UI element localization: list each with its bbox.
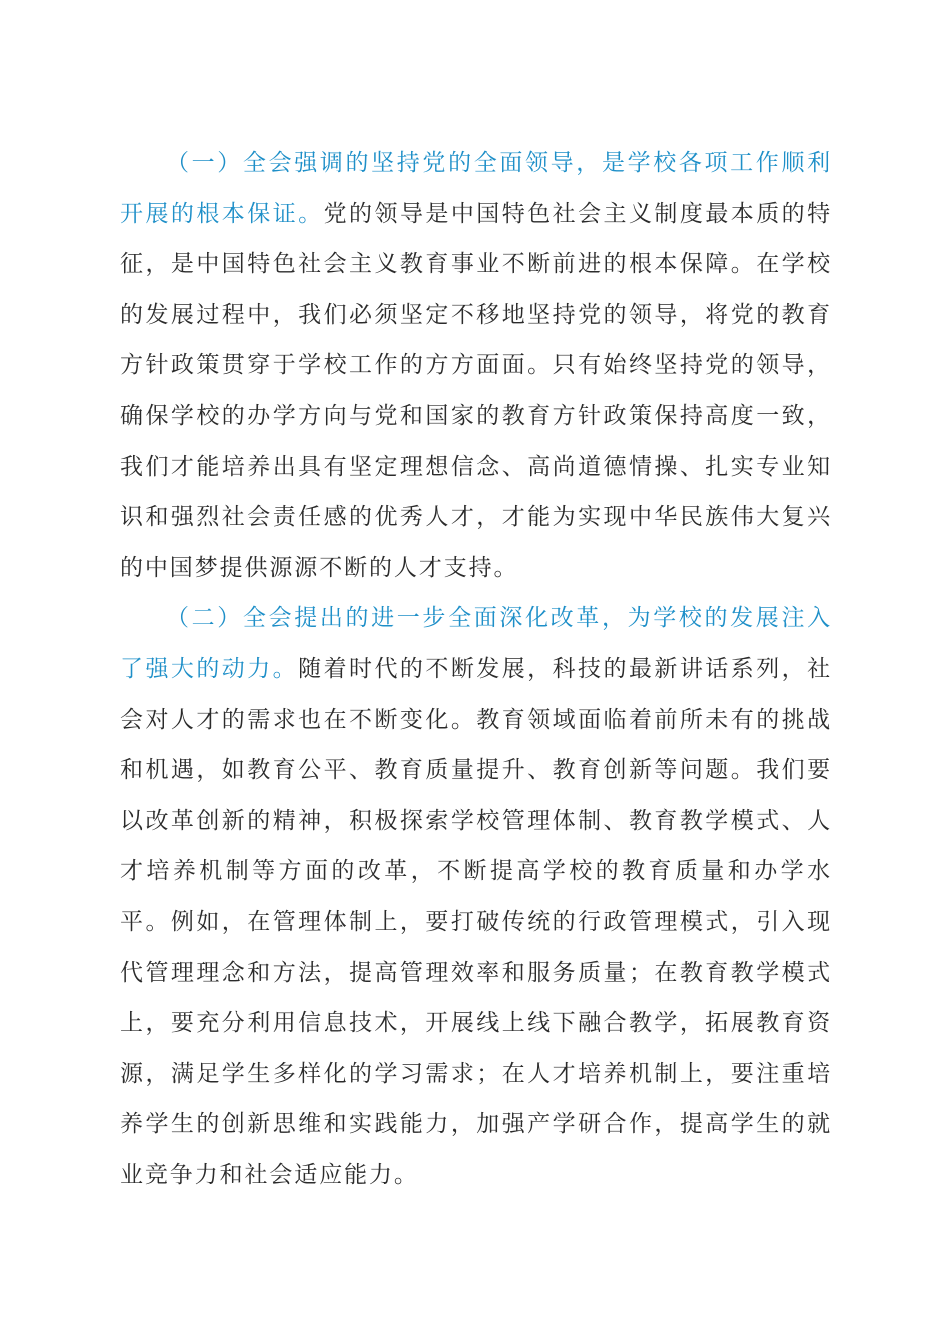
paragraph-2-heading: （二）全会提出的进一步全面深化改革，为学校的发展注入了强大的动力。	[120, 605, 832, 682]
paragraph-1-body: 党的领导是中国特色社会主义制度最本质的特征，是中国特色社会主义教育事业不断前进的根本保障。在学校的发展过程中，我们必须坚定不移地坚持党的领导，将党的教育方针政策贯穿于学校工作的方方面面。只有始终坚持党的领导，确保学校的办学方向与党和国家的教育方针政策保持高度一致，我们才能培养出具有坚定理想信念、高尚道德情操、扎实专业知识和强烈社会责任感的优秀人才，才能为实现中华民族伟大复兴的中国梦提供源源不断的人才支持。	[120, 200, 833, 581]
paragraph-1	[120, 138, 832, 593]
paragraph-2	[120, 593, 832, 1200]
paragraph-2-body: 随着时代的不断发展，科技的最新讲话系列，社会对人才的需求也在不断变化。教育领域面临着前所未有的挑战和机遇，如教育公平、教育质量提升、教育创新等问题。我们要以改革创新的精神，积极探索学校管理体制、教育教学模式、人才培养机制等方面的改革，不断提高学校的教育质量和办学水平。例如，在管理体制上，要打破传统的行政管理模式，引入现代管理理念和方法，提高管理效率和服务质量；在教育教学模式上，要充分利用信息技术，开展线上线下融合教学，拓展教育资源，满足学生多样化的学习需求；在人才培养机制上，要注重培养学生的创新思维和实践能力，加强产学研合作，提高学生的就业竞争力和社会适应能力。	[120, 655, 832, 1188]
paragraph-1-heading: （一）全会强调的坚持党的全面领导，是学校各项工作顺利开展的根本保证。	[120, 150, 832, 227]
document-content	[120, 138, 832, 1200]
